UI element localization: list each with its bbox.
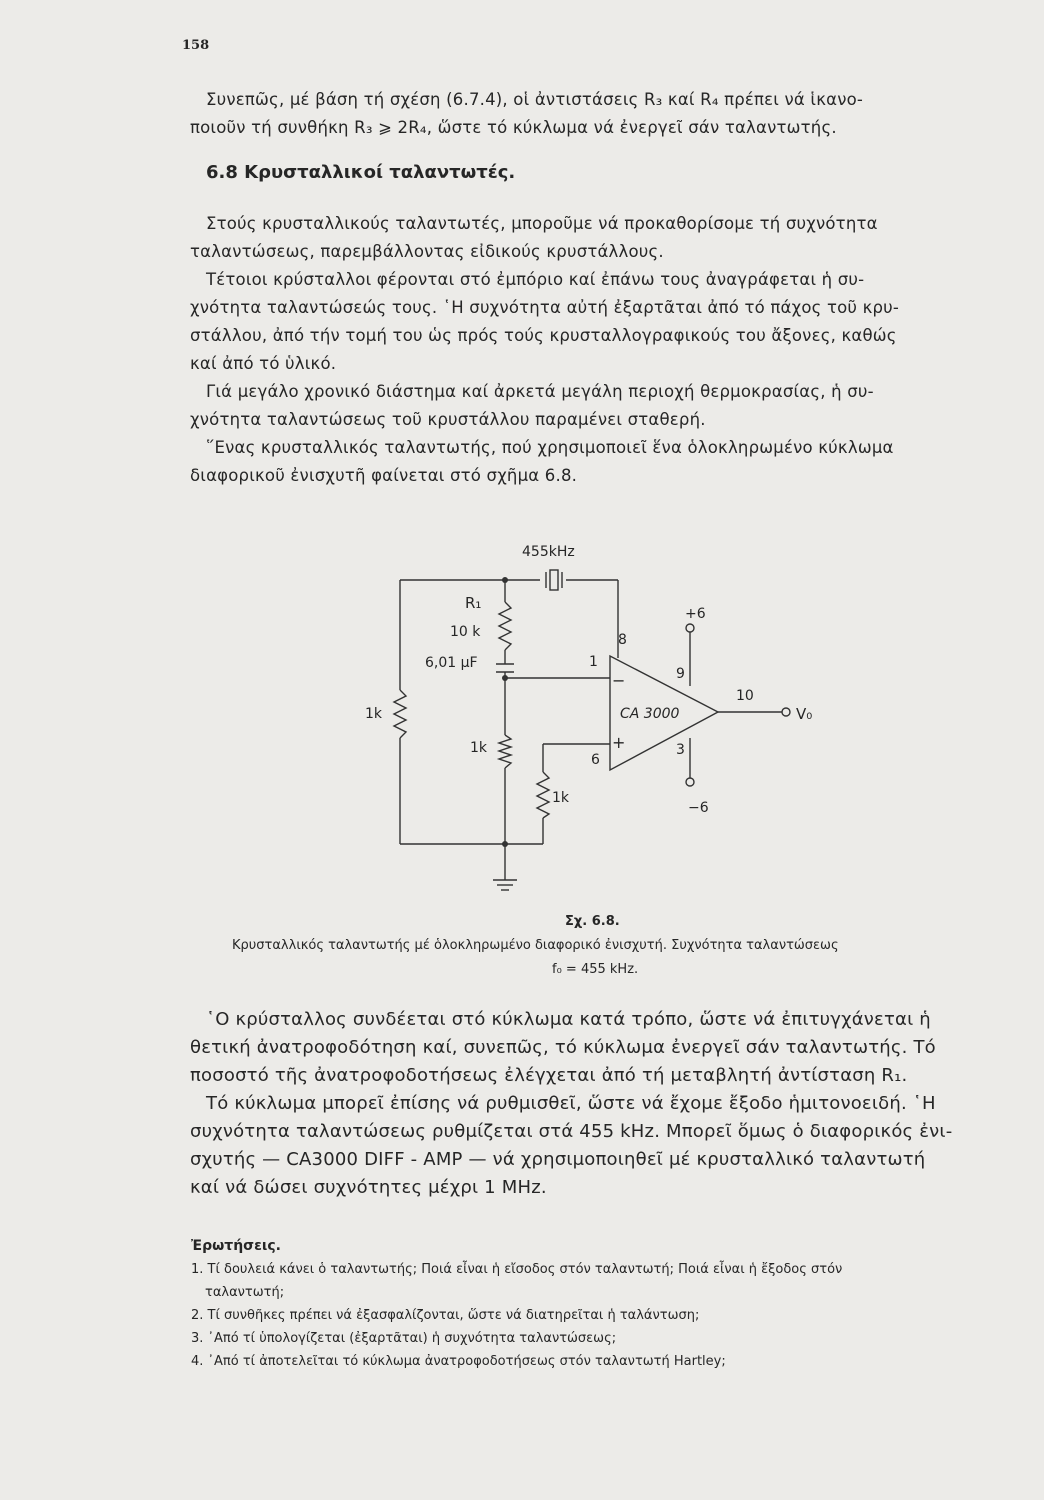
minus-terminal-icon bbox=[686, 778, 694, 786]
intro-line-2: ποιοῦν τή συνθήκη R₃ ⩾ 2R₄, ὥστε τό κύκλωμα νά ἐνεργεῖ σάν ταλαντωτής. bbox=[190, 118, 837, 137]
body-line: σχυτής — CA3000 DIFF - AMP — νά χρησιμοποιηθεῖ μέ κρυσταλλικό ταλαντωτή bbox=[190, 1149, 926, 1170]
question-item: 2. Τί συνθῆκες πρέπει νά ἐξασφαλίζονται, ὥστε νά διατηρεῖται ἡ ταλάντωση; bbox=[191, 1308, 700, 1323]
resistor-left-icon bbox=[394, 690, 406, 738]
ground-icon bbox=[493, 880, 517, 890]
section-line: χνότητα ταλαντώσεώς τους. ῾Η συχνότητα αὐτή ἐξαρτᾶται ἀπό τό πάχος τοῦ κρυ- bbox=[190, 298, 900, 317]
section-line: Γιά μεγάλο χρονικό διάστημα καί ἀρκετά μεγάλη περιοχή θερμοκρασίας, ἡ συ- bbox=[206, 382, 874, 401]
body-line: θετική ἀνατροφοδότηση καί, συνεπῶς, τό κύκλωμα ἐνεργεῖ σάν ταλαντωτής. Τό bbox=[190, 1037, 936, 1058]
low-res-label: 1k bbox=[552, 790, 570, 806]
resistor-r1-icon bbox=[499, 602, 511, 650]
cap-label: 6,01 μF bbox=[425, 655, 478, 671]
section-line: Στούς κρυσταλλικούς ταλαντωτές, μποροῦμε νά προκαθορίσομε τή συχνότητα bbox=[206, 214, 878, 233]
section-line: ῞Ενας κρυσταλλικός ταλαντωτής, πού χρησιμοποιεῖ ἕνα ὁλοκληρωμένο κύκλωμα bbox=[206, 438, 894, 457]
body-line: συχνότητα ταλαντώσεως ρυθμίζεται στά 455 kHz. Μπορεῖ ὅμως ὁ διαφορικός ἐνι- bbox=[190, 1121, 953, 1142]
output-label: V₀ bbox=[796, 705, 813, 723]
capacitor-icon bbox=[496, 664, 514, 672]
noninverting-sign: + bbox=[612, 733, 626, 752]
section-line: ταλαντώσεως, παρεμβάλλοντας εἰδικούς κρυστάλλους. bbox=[190, 242, 664, 261]
question-item: ταλαντωτή; bbox=[205, 1285, 285, 1300]
body-line: ῾Ο κρύσταλλος συνδέεται στό κύκλωμα κατά τρόπο, ὥστε νά ἐπιτυγχάνεται ἡ bbox=[206, 1009, 931, 1030]
crystal-icon bbox=[546, 570, 562, 590]
section-line: Τέτοιοι κρύσταλλοι φέρονται στό ἐμπόριο καί ἐπάνω τους ἀναγράφεται ἡ συ- bbox=[206, 270, 865, 289]
section-line: διαφορικοῦ ἐνισχυτῆ φαίνεται στό σχῆμα 6.8. bbox=[190, 466, 578, 485]
inverting-sign: − bbox=[612, 671, 626, 690]
body-line: καί νά δώσει συχνότητες μέχρι 1 MHz. bbox=[190, 1177, 547, 1198]
pin-8: 8 bbox=[618, 632, 627, 648]
minus-6-label: −6 bbox=[688, 800, 709, 816]
section-line: καί ἀπό τό ὑλικό. bbox=[190, 354, 337, 373]
resistor-mid-icon bbox=[499, 735, 511, 768]
junction-dot bbox=[502, 841, 508, 847]
figure-caption-line-2: f₀ = 455 kHz. bbox=[552, 962, 639, 977]
left-res-label: 1k bbox=[365, 706, 383, 722]
plus-6-label: +6 bbox=[685, 606, 706, 622]
crystal-label: 455kHz bbox=[522, 544, 575, 560]
pin-10: 10 bbox=[736, 688, 754, 704]
body-line: ποσοστό τῆς ἀνατροφοδοτήσεως ἐλέγχεται ἀπό τή μεταβλητή ἀντίσταση R₁. bbox=[190, 1065, 908, 1086]
pin-1: 1 bbox=[589, 654, 598, 670]
question-item: 4. ᾿Από τί ἀποτελεῖται τό κύκλωμα ἀνατροφοδοτήσεως στόν ταλαντωτή Hartley; bbox=[191, 1354, 726, 1369]
body-line: Τό κύκλωμα μπορεῖ ἐπίσης νά ρυθμισθεῖ, ὥστε νά ἔχομε ἔξοδο ἡμιτονοειδή. ῾Η bbox=[206, 1093, 936, 1114]
figure-caption-title: Σχ. 6.8. bbox=[565, 914, 620, 929]
section-line: χνότητα ταλαντώσεως τοῦ κρυστάλλου παραμένει σταθερή. bbox=[190, 410, 706, 429]
pin-9: 9 bbox=[676, 666, 685, 682]
junction-dot bbox=[502, 675, 508, 681]
r1-label: R₁ bbox=[465, 594, 482, 612]
question-item: 3. ᾿Από τί ὑπολογίζεται (ἐξαρτᾶται) ἡ συχνότητα ταλαντώσεως; bbox=[191, 1331, 617, 1346]
junction-dot bbox=[502, 577, 508, 583]
questions-title: Ἐρωτήσεις. bbox=[191, 1238, 281, 1254]
r1-value: 10 k bbox=[450, 624, 481, 640]
mid-res-label: 1k bbox=[470, 740, 488, 756]
intro-line-1: Συνεπῶς, μέ βάση τή σχέση (6.7.4), οἱ ἀντιστάσεις R₃ καί R₄ πρέπει νά ἱκανο- bbox=[206, 90, 864, 109]
figure-caption-line-1: Κρυσταλλικός ταλαντωτής μέ ὁλοκληρωμένο διαφορικό ἐνισχυτή. Συχνότητα ταλαντώσεως bbox=[232, 938, 839, 953]
output-terminal-icon bbox=[782, 708, 790, 716]
plus-terminal-icon bbox=[686, 624, 694, 632]
resistor-low-icon bbox=[537, 772, 549, 818]
question-item: 1. Τί δουλειά κάνει ὁ ταλαντωτής; Ποιά εἶναι ἡ εἴσοδος στόν ταλαντωτή; Ποιά εἶναι ἡ ἔξοδος στόν bbox=[191, 1262, 843, 1277]
pin-6: 6 bbox=[591, 752, 600, 768]
pin-3: 3 bbox=[676, 742, 685, 758]
section-heading: 6.8 Κρυσταλλικοί ταλαντωτές. bbox=[206, 162, 516, 183]
section-line: στάλλου, ἀπό τήν τομή του ὡς πρός τούς κρυσταλλογραφικούς του ἄξονες, καθώς bbox=[190, 326, 897, 345]
page-number: 158 bbox=[182, 38, 210, 53]
opamp-label: CA 3000 bbox=[620, 706, 680, 722]
